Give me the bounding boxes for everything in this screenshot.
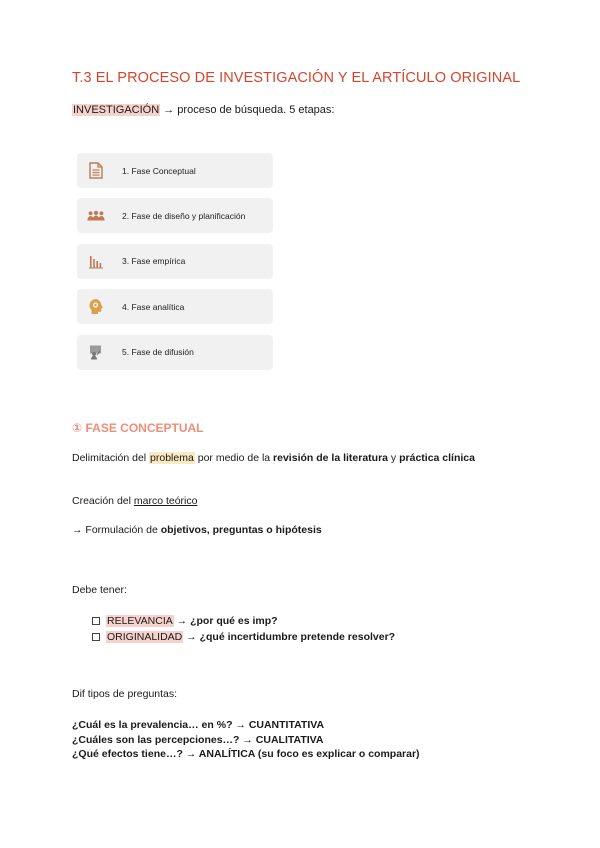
phase-card-diseno <box>77 198 273 233</box>
marco-teorico-line <box>72 495 197 507</box>
bold-term: objetivos, preguntas o hipótesis <box>160 524 322 536</box>
arrow: → <box>183 631 200 643</box>
phase-list <box>77 153 273 380</box>
phase-card-empirica <box>77 244 273 279</box>
phase-label: 4. Fase analítica <box>122 301 185 312</box>
phase-card-difusion <box>77 335 273 370</box>
phase-card-conceptual <box>77 153 273 188</box>
tipos-preguntas-line: Dif tipos de preguntas: <box>72 688 178 700</box>
text-segment: y <box>388 452 400 464</box>
phase-card-analitica <box>77 289 273 324</box>
bold-term: revisión de la literatura <box>273 452 389 464</box>
formulacion-line <box>72 524 322 536</box>
section-title: ① FASE CONCEPTUAL <box>72 421 204 435</box>
question-cualitativa: ¿Cuáles son las percepciones…? → CUALITATIVA <box>72 733 324 746</box>
problema-highlight: problema <box>150 452 194 464</box>
people-icon <box>87 207 105 225</box>
intro-text: → proceso de búsqueda. 5 etapas: <box>160 104 335 116</box>
phase-label: 1. Fase Conceptual <box>122 165 196 176</box>
checklist-item-originalidad <box>92 629 395 645</box>
arrow: → <box>173 615 191 627</box>
intro-line <box>72 104 334 116</box>
relevancia-highlight: RELEVANCIA <box>107 615 173 627</box>
question-types-list <box>72 718 420 762</box>
phase-label: 3. Fase empírica <box>122 256 186 267</box>
investigacion-highlight: INVESTIGACIÓN <box>73 104 160 116</box>
checkbox[interactable] <box>92 617 100 625</box>
page-title: T.3 EL PROCESO DE INVESTIGACIÓN Y EL ARTÍCULO ORIGINAL <box>72 70 521 86</box>
question-cuantitativa: ¿Cuál es la prevalencia… en %? → CUANTITATIVA <box>72 719 325 731</box>
text-segment: por medio de la <box>194 452 274 464</box>
bar-chart-icon <box>87 252 105 270</box>
head-gear-icon <box>87 298 105 316</box>
originalidad-highlight: ORIGINALIDAD <box>107 631 183 643</box>
requirements-checklist <box>92 613 395 645</box>
bold-term: práctica clínica <box>399 452 475 464</box>
text-segment: Delimitación del <box>72 452 150 464</box>
checklist-item-relevancia <box>92 613 395 629</box>
question-analitica: ¿Qué efectos tiene…? → ANALÍTICA (su foco es explicar o comparar) <box>72 748 420 760</box>
text-segment: → Formulación de <box>72 524 161 536</box>
phase-label: 5. Fase de difusión <box>122 347 194 358</box>
document-icon <box>87 162 105 180</box>
marco-teorico-underlined: marco teórico <box>133 495 198 507</box>
bold-term: ¿por qué es imp? <box>190 615 278 627</box>
text-segment: Creación del <box>72 495 134 507</box>
checkbox[interactable] <box>92 633 100 641</box>
phase-label: 2. Fase de diseño y planificación <box>122 210 246 221</box>
debe-tener-line: Debe tener: <box>72 584 127 596</box>
bold-term: ¿qué incertidumbre pretende resolver? <box>199 631 396 643</box>
delimitacion-line <box>72 452 475 464</box>
presentation-icon <box>87 343 105 361</box>
